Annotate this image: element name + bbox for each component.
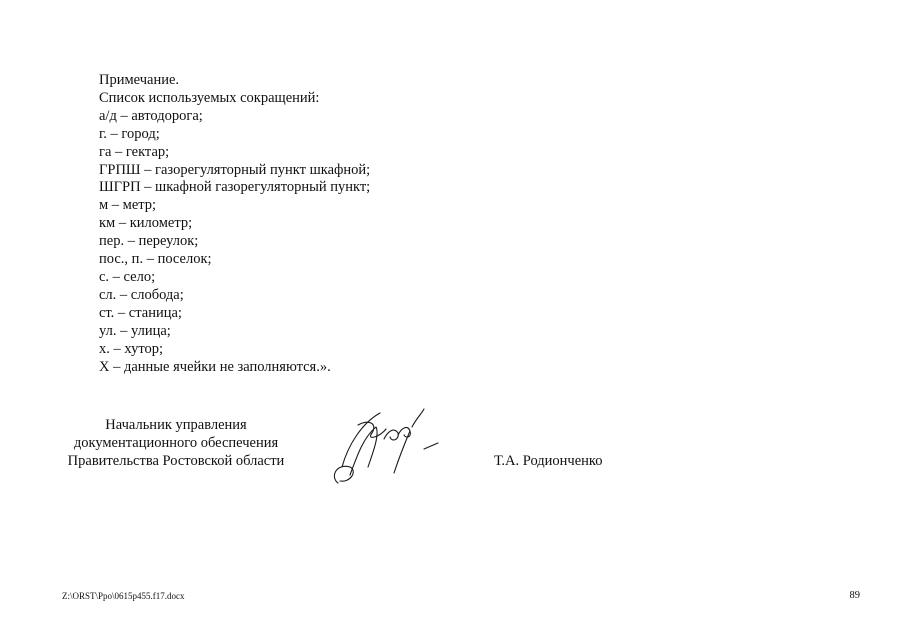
handwritten-signature-icon [328, 405, 448, 490]
signatory-position-line: документационного обеспечения [73, 434, 279, 451]
abbreviation-item: м – метр; [99, 197, 157, 214]
abbreviation-item: г. – город; [99, 125, 160, 142]
signatory-position-line: Правительства Ростовской области [67, 452, 285, 469]
abbreviation-item: ШГРП – шкафной газорегуляторный пункт; [99, 179, 371, 196]
abbreviation-item: Х – данные ячейки не заполняются.». [99, 358, 331, 375]
abbreviation-item: сл. – слобода; [99, 286, 184, 303]
footer-file-path: Z:\ORST\Ppo\0615p455.f17.docx [62, 591, 185, 601]
abbreviation-item: х. – хутор; [99, 340, 163, 357]
abbreviation-item: ГРПШ – газорегуляторный пункт шкафной; [99, 161, 371, 178]
signer-name: Т.А. Родионченко [494, 453, 603, 469]
abbreviation-item: ст. – станица; [99, 304, 182, 321]
page-number: 89 [849, 590, 860, 601]
abbreviation-item: ул. – улица; [99, 322, 171, 339]
abbreviation-item: с. – село; [99, 268, 156, 285]
note-heading: Примечание. [99, 72, 180, 88]
signatory-position-line: Начальник управления [105, 417, 247, 433]
note-intro: Список используемых сокращений: [99, 89, 320, 106]
signatory-position [60, 417, 292, 471]
abbreviation-item: км – километр; [99, 215, 193, 232]
abbreviation-item: а/д – автодорога; [99, 107, 203, 124]
abbreviations-note [99, 72, 370, 376]
abbreviation-item: пер. – переулок; [99, 233, 199, 250]
abbreviation-item: пос., п. – поселок; [99, 251, 212, 268]
abbreviation-item: га – гектар; [99, 143, 170, 160]
